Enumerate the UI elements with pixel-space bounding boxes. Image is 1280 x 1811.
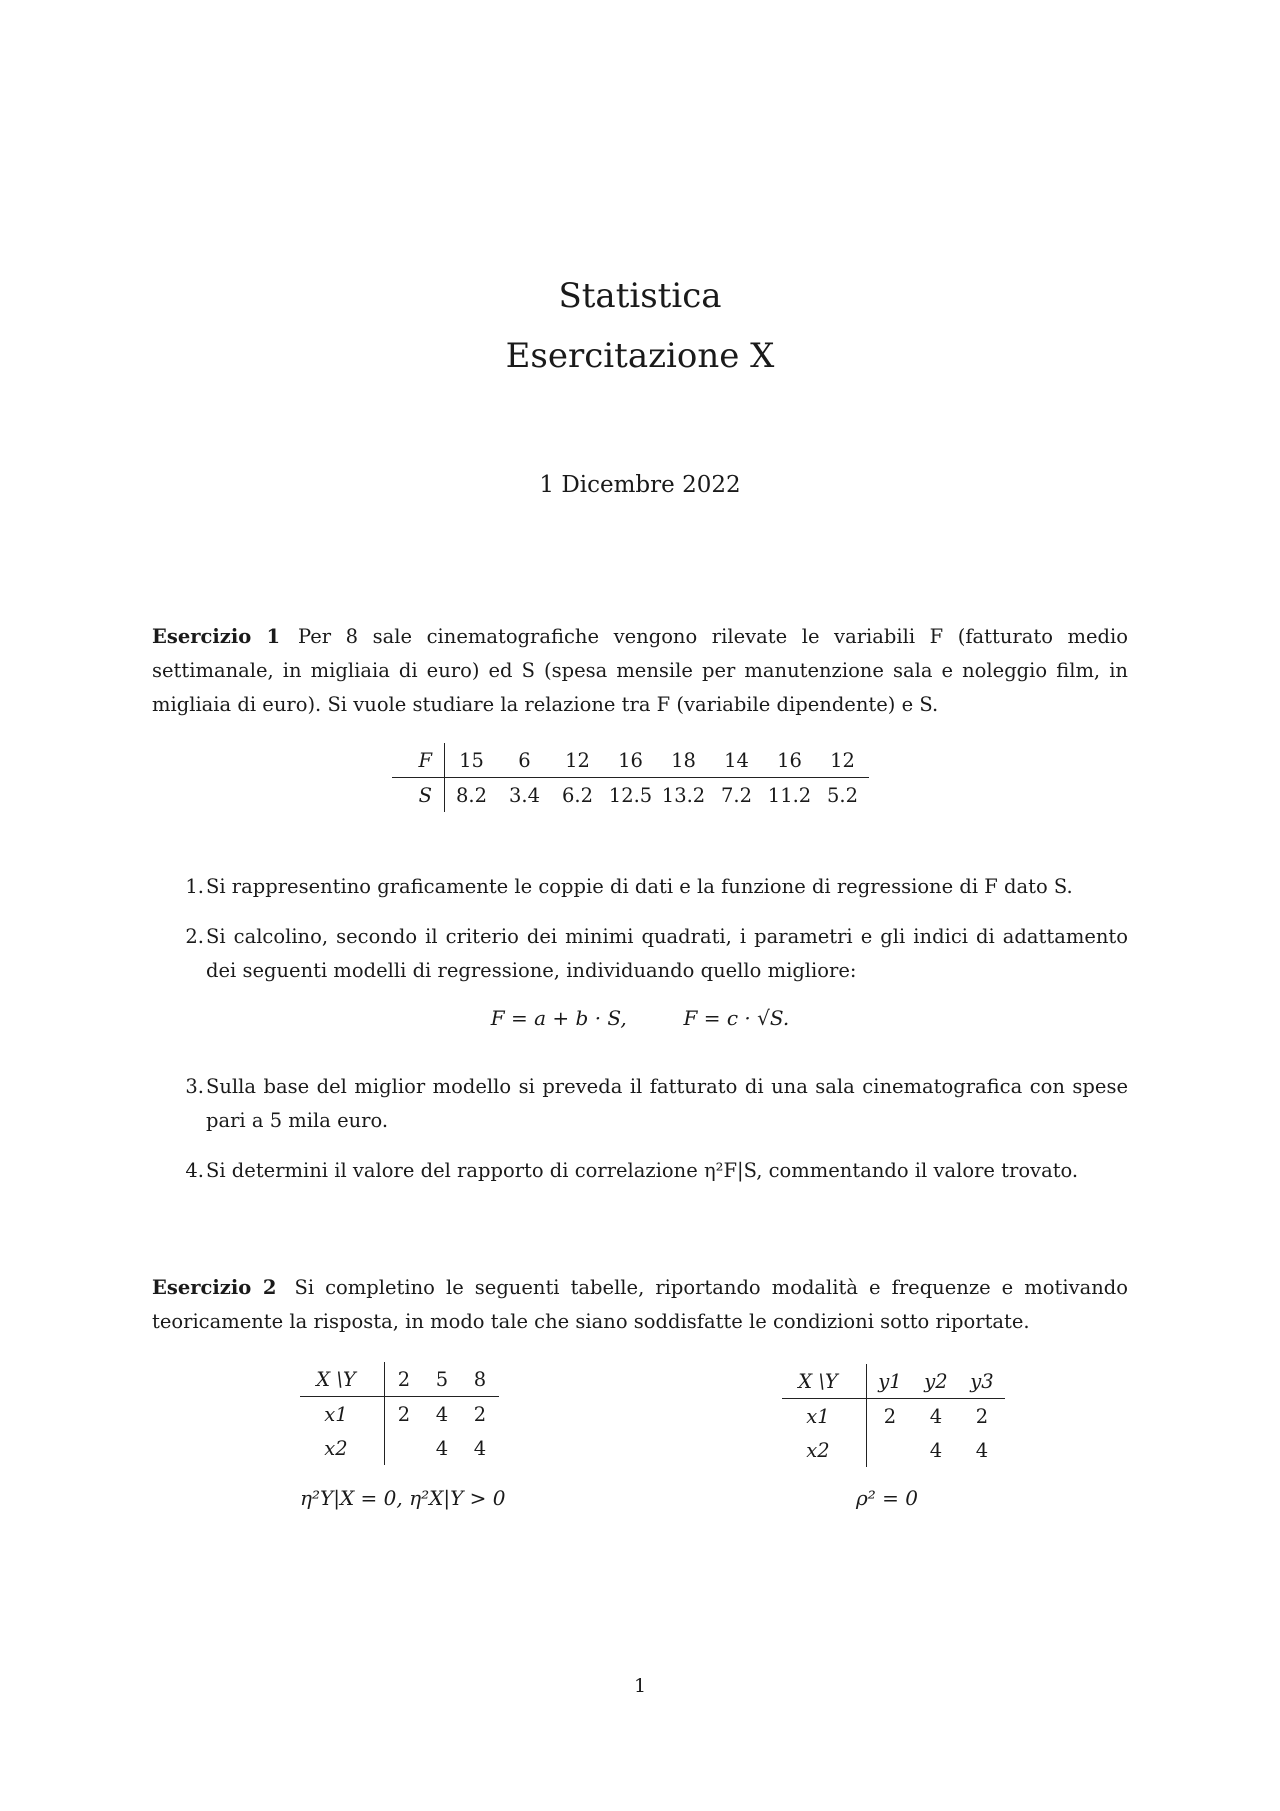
exercise2-label: Esercizio 2: [152, 1276, 277, 1299]
question-number: 4.: [185, 1159, 204, 1182]
column-header: 8: [461, 1362, 499, 1397]
table-row-f: [392, 743, 869, 778]
table-cell: 4: [929, 1438, 943, 1462]
table-cell: 4: [929, 1404, 943, 1428]
column-header: 2: [385, 1362, 424, 1397]
column-header: y3: [970, 1369, 994, 1393]
table-cell: 13.2: [661, 783, 706, 807]
condition-table-a: η²Y|X = 0, η²X|Y > 0: [300, 1486, 506, 1510]
regression-models-formula: [0, 1006, 1280, 1030]
table-row-s: [392, 778, 869, 813]
table-corner: [782, 1364, 867, 1399]
row-label: x1: [324, 1402, 348, 1426]
table-cell: 14: [710, 743, 763, 778]
page-number: 1: [633, 1675, 647, 1697]
question-number: 1.: [185, 875, 204, 898]
row-label-s: S: [418, 783, 432, 807]
table-cell: 11.2: [767, 783, 812, 807]
row-label: x2: [324, 1436, 348, 1460]
exercise2-statement: [152, 1271, 1128, 1339]
table-header-row: [782, 1364, 1005, 1399]
table-cell: 4: [975, 1438, 989, 1462]
question-text: Si calcolino, secondo il criterio dei minimi quadrati, i parametri e gli indici di adattamento dei seguenti modelli di regressione, individuando quello migliore:: [206, 925, 1128, 982]
exercise1-data-table: [392, 743, 869, 812]
exercise2-text: Si completino le seguenti tabelle, riportando modalità e frequenze e motivando teoricamente la risposta, in modo tale che siano soddisfatte le condizioni sotto riportate.: [152, 1276, 1128, 1333]
table-header-row: [300, 1362, 499, 1397]
question-text: Si rappresentino graficamente le coppie di dati e la funzione di regressione di F dato S.: [206, 875, 1073, 898]
row-label-f: F: [418, 748, 432, 772]
table-cell: 2: [883, 1404, 897, 1428]
table-cell: 16: [604, 743, 657, 778]
column-header: 5: [423, 1362, 461, 1397]
formula-linear: F = a + b · S,: [490, 1006, 627, 1030]
question-number: 3.: [185, 1075, 204, 1098]
formula-sqrt: F = c · √S.: [683, 1006, 790, 1030]
document-subtitle: Esercitazione X: [505, 336, 775, 376]
table-cell: [867, 1433, 914, 1467]
table-row: [782, 1399, 1005, 1434]
table-cell: 6.2: [561, 783, 593, 807]
table-corner: [300, 1362, 385, 1397]
table-cell: 4: [473, 1436, 487, 1460]
exercise1-text: Per 8 sale cinematografiche vengono rilevate le variabili F (fatturato medio settimanale, in migliaia di euro) ed S (spesa mensile per manutenzione sala e noleggio film, in migliaia di euro). Si vuole studiare la relazione tra F (variabile dipendente) e S.: [152, 625, 1128, 716]
exercise1-statement: [152, 620, 1128, 722]
table-cell: 18: [657, 743, 710, 778]
table-cell: 12: [551, 743, 604, 778]
table-cell: 2: [975, 1404, 989, 1428]
table-row: [782, 1433, 1005, 1467]
table-cell: 6: [498, 743, 551, 778]
document-date: 1 Dicembre 2022: [539, 472, 741, 498]
row-label: x1: [806, 1404, 830, 1428]
table-row: [300, 1431, 499, 1465]
question-text: Sulla base del miglior modello si preveda il fatturato di una sala cinematografica con spese pari a 5 mila euro.: [206, 1075, 1128, 1132]
table-cell: 8.2: [455, 783, 487, 807]
table-cell: 4: [435, 1436, 449, 1460]
table-cell: 16: [763, 743, 816, 778]
table-cell: 5.2: [826, 783, 858, 807]
question-number: 2.: [185, 925, 204, 948]
table-cell: 7.2: [720, 783, 752, 807]
table-row: [300, 1397, 499, 1432]
exercise1-label: Esercizio 1: [152, 625, 281, 648]
table-cell: 2: [473, 1402, 487, 1426]
column-header: y1: [878, 1369, 902, 1393]
question-text: Si determini il valore del rapporto di correlazione η²F|S, commentando il valore trovato.: [206, 1159, 1079, 1182]
contingency-table-b: [782, 1364, 1005, 1467]
column-header: y2: [924, 1369, 948, 1393]
contingency-table-a: [300, 1362, 499, 1465]
table-cell: 12.5: [608, 783, 653, 807]
table-cell: 2: [397, 1402, 411, 1426]
corner-label: X \Y: [316, 1367, 356, 1391]
table-cell: 4: [435, 1402, 449, 1426]
corner-label: X \Y: [798, 1369, 838, 1393]
table-cell: 12: [816, 743, 869, 778]
table-cell: 15: [445, 743, 499, 778]
table-cell: [385, 1431, 424, 1465]
table-cell: 3.4: [508, 783, 540, 807]
document-title: Statistica: [558, 276, 722, 316]
condition-table-b: ρ² = 0: [856, 1486, 918, 1510]
row-label: x2: [806, 1438, 830, 1462]
